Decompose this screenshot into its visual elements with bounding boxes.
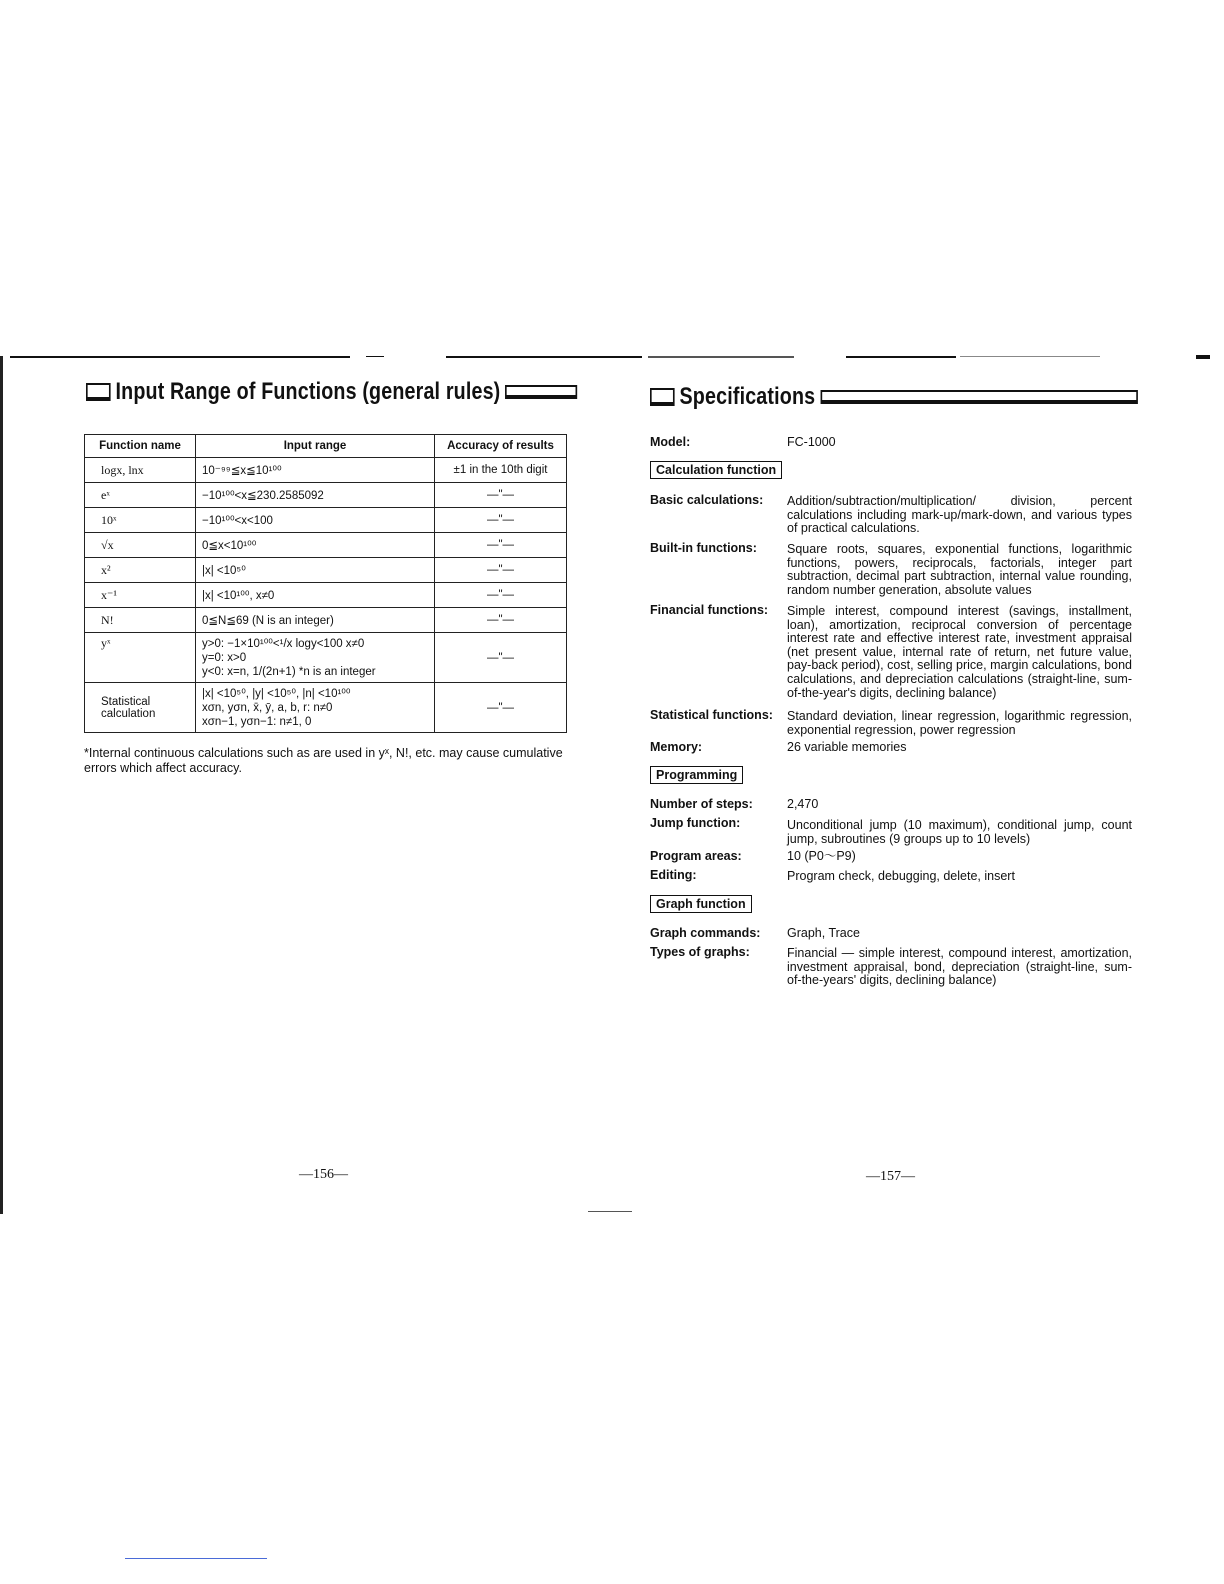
spec-value-financial: Simple interest, compound interest (savings, installment, loan), amortization, reciprocal conversion of percentage interest rate and effective interest rate, investment appraisal (net present value, internal rate of return, net future value, pay-back period), cost, selling price, margin calculations, bond calculations, and depreciation calculations (straight-line, sum-of-the-year's digits, declining balance) (787, 604, 1132, 700)
function-range-table (84, 434, 567, 733)
specifications-heading-text: Specifications (679, 383, 816, 410)
range-line: xσn−1, yσn−1: n≠1, 0 (202, 715, 312, 728)
input-range-cell (196, 683, 435, 733)
bottom-center-mark (588, 1211, 632, 1212)
spec-value-program-areas: 10 (P0～P9) (787, 849, 856, 863)
table-row (85, 533, 567, 558)
model-value: FC-1000 (787, 435, 836, 449)
range-line: y=0: x>0 (202, 651, 247, 664)
top-rule-6 (960, 356, 1100, 357)
spec-value-builtin: Square roots, squares, exponential functions, logarithmic functions, powers, reciprocals, factorials, integer part subtraction, decimal part subtraction, internal value rounding, random number generation, absolute values (787, 542, 1132, 597)
spec-label-editing: Editing: (650, 868, 697, 882)
input-range-cell: |x| <10¹⁰⁰, x≠0 (196, 583, 435, 608)
table-row (85, 683, 567, 733)
header-accuracy: Accuracy of results (435, 435, 567, 458)
input-range-heading-text: Input Range of Functions (general rules) (115, 378, 501, 405)
accuracy-cell: —"— (435, 633, 567, 683)
spec-value-statistical: Standard deviation, linear regression, logarithmic regression, exponential regression, power regression (787, 709, 1132, 737)
section-header-graph: Graph function (650, 895, 752, 913)
function-name-cell: 10ˣ (85, 508, 196, 533)
spec-label-basic: Basic calculations: (650, 493, 764, 507)
square-bullet-icon (86, 383, 111, 401)
table-row (85, 483, 567, 508)
range-line: y>0: −1×10¹⁰⁰<¹/x logy<100 x≠0 (202, 637, 365, 650)
spec-label-jump: Jump function: (650, 816, 741, 830)
left-page-number: —156— (299, 1167, 348, 1182)
input-range-cell: −10¹⁰⁰<x≦230.2585092 (196, 483, 435, 508)
spec-label-graph-types: Types of graphs: (650, 945, 750, 959)
spec-value-jump: Unconditional jump (10 maximum), conditional jump, count jump, subroutines (9 groups up to 10 levels) (787, 818, 1132, 846)
input-range-cell: 0≦x<10¹⁰⁰ (196, 533, 435, 558)
spec-label-memory: Memory: (650, 740, 703, 754)
heading-tail-bar (820, 390, 1137, 404)
section-header-calculation: Calculation function (650, 461, 782, 479)
function-name-cell: yˣ (85, 633, 196, 683)
function-name-cell: eˣ (85, 483, 196, 508)
table-row (85, 608, 567, 633)
accuracy-footnote: *Internal continuous calculations such as are used in yˣ, N!, etc. may cause cumulative errors which affect accuracy. (84, 746, 563, 775)
input-range-cell: −10¹⁰⁰<x<100 (196, 508, 435, 533)
function-name-cell: N! (85, 608, 196, 633)
top-rule-7 (1196, 355, 1210, 359)
spec-value-steps: 2,470 (787, 797, 819, 811)
table-row (85, 508, 567, 533)
spec-value-editing: Program check, debugging, delete, insert (787, 869, 1015, 883)
spec-label-builtin: Built-in functions: (650, 541, 757, 555)
spec-value-memory: 26 variable memories (787, 740, 907, 754)
input-range-heading (86, 378, 577, 406)
input-range-cell: 0≦N≦69 (N is an integer) (196, 608, 435, 633)
input-range-cell: 10⁻⁹⁹≦x≦10¹⁰⁰ (196, 458, 435, 483)
header-input-range: Input range (196, 435, 435, 458)
spec-value-basic: Addition/subtraction/multiplication/ division, percent calculations including mark-up/mark-down, and various types of practical calculations. (787, 494, 1132, 536)
top-rule-3 (446, 356, 642, 358)
range-line: y<0: x=n, 1/(2n+1) *n is an integer (202, 665, 376, 678)
spec-label-program-areas: Program areas: (650, 849, 742, 863)
model-label: Model: (650, 435, 691, 449)
footer-link-underline (125, 1558, 267, 1559)
top-rule-2 (366, 356, 384, 357)
spec-label-graph-commands: Graph commands: (650, 926, 761, 940)
section-header-programming: Programming (650, 766, 743, 784)
accuracy-cell: —"— (435, 608, 567, 633)
square-bullet-icon (650, 388, 675, 406)
function-name-cell: x² (85, 558, 196, 583)
right-page-number: —157— (866, 1169, 915, 1184)
spec-label-statistical: Statistical functions: (650, 708, 773, 722)
range-line: |x| <10⁵⁰, |y| <10⁵⁰, |n| <10¹⁰⁰ (202, 687, 351, 700)
table-row (85, 558, 567, 583)
top-rule-4 (648, 356, 794, 358)
function-name-cell: Statistical calculation (85, 683, 196, 733)
top-rule-1 (10, 356, 350, 358)
spec-value-graph-types: Financial — simple interest, compound interest, amortization, investment appraisal, bond, depreciation (straight-line, sum-of-the-years' digits, declining balance) (787, 946, 1132, 988)
function-name-cell: logx, lnx (85, 458, 196, 483)
input-range-cell: |x| <10⁵⁰ (196, 558, 435, 583)
spec-value-graph-commands: Graph, Trace (787, 926, 860, 940)
heading-tail-bar (505, 385, 577, 399)
accuracy-cell: —"— (435, 533, 567, 558)
table-row (85, 633, 567, 683)
table-row (85, 458, 567, 483)
spec-label-steps: Number of steps: (650, 797, 753, 811)
accuracy-cell: —"— (435, 683, 567, 733)
page-edge-shadow (0, 356, 3, 1214)
range-line: xσn, yσn, x̄, ȳ, a, b, r: n≠0 (202, 701, 333, 714)
accuracy-cell: —"— (435, 508, 567, 533)
top-rule-5 (846, 356, 956, 358)
accuracy-cell: ±1 in the 10th digit (435, 458, 567, 483)
input-range-cell (196, 633, 435, 683)
header-function-name: Function name (85, 435, 196, 458)
table-row (85, 583, 567, 608)
accuracy-cell: —"— (435, 483, 567, 508)
function-name-cell: √x (85, 533, 196, 558)
table-header-row (85, 435, 567, 458)
accuracy-cell: —"— (435, 558, 567, 583)
spec-label-financial: Financial functions: (650, 603, 769, 617)
accuracy-cell: —"— (435, 583, 567, 608)
specifications-heading (650, 383, 1138, 411)
function-name-cell: x⁻¹ (85, 583, 196, 608)
